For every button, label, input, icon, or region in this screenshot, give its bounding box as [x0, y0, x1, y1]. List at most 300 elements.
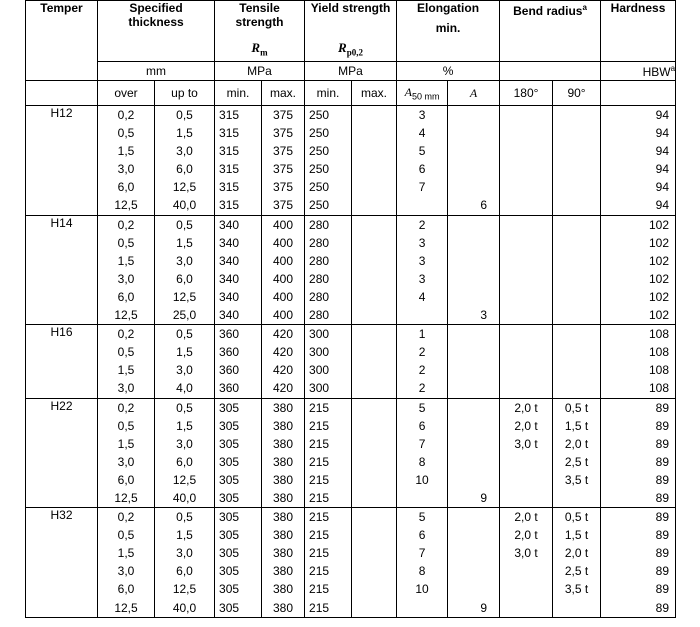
bend-90-value — [553, 124, 600, 142]
subheader-over: over — [98, 81, 155, 106]
elongation-a50-cell — [397, 508, 448, 618]
hardness-value: 89 — [655, 436, 670, 451]
bend-90-cell — [553, 106, 601, 216]
thickness-over-value: 1,5 — [117, 144, 135, 159]
thickness-over-value: 0,2 — [117, 400, 135, 415]
tensile-header-line2: strength — [235, 15, 284, 29]
elongation-a-value — [448, 580, 487, 598]
tensile-max-value: 380 — [273, 454, 294, 469]
tensile-max-value: 380 — [273, 400, 294, 415]
temper-header — [26, 1, 98, 81]
tensile-max-value: 375 — [273, 180, 294, 195]
yield-unit: MPa — [305, 62, 397, 81]
hardness-value: 94 — [655, 180, 670, 195]
elongation-a-value — [448, 562, 487, 580]
bend-180-value: 2,0 t — [514, 510, 538, 525]
yield-min-value: 215 — [309, 528, 330, 543]
hardness-value: 108 — [649, 381, 670, 396]
elongation-a50-value: 5 — [418, 510, 426, 525]
elongation-a-value — [448, 178, 487, 196]
yield-min-value: 300 — [309, 381, 330, 396]
table-row — [26, 325, 676, 398]
elongation-header-label: Elongation — [417, 1, 480, 15]
bend-180-value — [500, 234, 552, 252]
tensile-min-value: 305 — [219, 454, 240, 469]
tensile-max-value: 375 — [273, 108, 294, 122]
hardness-header — [601, 1, 676, 62]
tensile-max-value: 400 — [273, 253, 294, 268]
thickness-over-cell — [98, 508, 155, 618]
table-row — [26, 398, 676, 508]
yield-min-value: 215 — [309, 600, 330, 615]
thickness-header-line1: Specified — [129, 1, 183, 15]
elongation-a50-value: 3 — [418, 271, 426, 286]
thickness-over-value: 12,5 — [114, 490, 138, 505]
thickness-header-line2: thickness — [128, 15, 184, 29]
elongation-a50-value: 4 — [418, 289, 426, 304]
bend-90-value — [553, 325, 600, 343]
bend-90-cell — [553, 508, 601, 618]
thickness-over-value: 3,0 — [117, 454, 135, 469]
thickness-up-to-cell — [155, 398, 215, 508]
subheader-bend-180: 180° — [500, 81, 553, 106]
bend-180-value — [500, 216, 552, 234]
bend-180-value — [500, 471, 552, 489]
thickness-over-value: 1,5 — [117, 363, 135, 378]
thickness-over-value: 6,0 — [117, 472, 135, 487]
tensile-max-cell — [262, 398, 305, 508]
subheader-up-to: up to — [155, 81, 215, 106]
bend-180-value — [500, 325, 552, 343]
thickness-up-to-cell — [155, 106, 215, 216]
elongation-a50-value: 2 — [418, 217, 426, 232]
hardness-value: 89 — [655, 528, 670, 543]
tensile-min-value: 305 — [219, 418, 240, 433]
thickness-up-to-value: 1,5 — [176, 418, 193, 433]
subheader-a50-subscript: 50 mm — [411, 91, 440, 102]
hardness-value: 102 — [649, 235, 670, 250]
thickness-up-to-value: 6,0 — [176, 564, 193, 579]
elongation-a50-cell — [397, 325, 448, 398]
bend-90-value — [553, 379, 600, 397]
tensile-min-value: 360 — [219, 327, 240, 342]
tensile-min-value: 305 — [219, 400, 240, 415]
elongation-a50-value: 6 — [418, 418, 426, 433]
elongation-a50-value: 6 — [418, 162, 426, 177]
thickness-over-value: 12,5 — [114, 308, 138, 323]
tensile-max-value: 380 — [273, 472, 294, 487]
bend-180-value — [500, 160, 552, 178]
thickness-up-to-value: 3,0 — [176, 436, 193, 451]
bend-90-value: 3,5 t — [564, 582, 589, 597]
bend-180-value — [500, 142, 552, 160]
tensile-max-value: 400 — [273, 308, 294, 323]
elongation-a50-value: 8 — [418, 564, 426, 579]
hardness-value: 89 — [655, 418, 670, 433]
elongation-a-value — [448, 361, 487, 379]
yield-max-cell — [352, 215, 397, 325]
thickness-up-to-value: 3,0 — [176, 363, 193, 378]
tensile-max-value: 380 — [273, 436, 294, 451]
bend-90-value: 3,5 t — [564, 472, 589, 487]
bend-180-value — [500, 270, 552, 288]
tensile-min-value: 360 — [219, 345, 240, 360]
thickness-up-to-value: 0,5 — [176, 217, 193, 232]
elongation-min-label: min. — [435, 21, 461, 35]
tensile-max-value: 380 — [273, 528, 294, 543]
elongation-a50-value: 2 — [418, 363, 426, 378]
tensile-max-value: 375 — [273, 198, 294, 213]
bend-90-value — [553, 288, 600, 306]
hardness-value: 89 — [655, 400, 670, 415]
tensile-min-value: 340 — [219, 235, 240, 250]
yield-min-value: 250 — [309, 162, 330, 177]
tensile-min-value: 340 — [219, 253, 240, 268]
thickness-over-value: 12,5 — [114, 600, 138, 615]
thickness-over-value: 0,2 — [117, 510, 135, 525]
elongation-a-value — [448, 288, 487, 306]
elongation-a-value — [448, 325, 487, 343]
bend-180-value: 2,0 t — [514, 528, 538, 543]
bend-90-value — [553, 489, 600, 507]
bend-90-cell — [553, 215, 601, 325]
thickness-up-to-value: 25,0 — [172, 308, 197, 323]
table-row — [26, 215, 676, 325]
yield-header — [305, 1, 397, 62]
bend-180-cell — [500, 106, 553, 216]
yield-min-value: 300 — [309, 345, 330, 360]
tensile-max-value: 420 — [273, 327, 294, 342]
elongation-a-value — [448, 252, 487, 270]
yield-min-value: 215 — [309, 490, 330, 505]
yield-min-value: 280 — [309, 253, 330, 268]
yield-min-value: 215 — [309, 436, 330, 451]
elongation-a-value — [448, 435, 487, 453]
thickness-up-to-value: 3,0 — [176, 546, 193, 561]
elongation-a-value — [448, 270, 487, 288]
bend-90-value — [553, 160, 600, 178]
thickness-up-to-value: 0,5 — [176, 327, 193, 342]
tensile-min-cell — [215, 325, 262, 398]
hardness-cell — [601, 215, 676, 325]
hardness-value: 102 — [649, 271, 670, 286]
bend-90-cell — [553, 398, 601, 508]
elongation-a-value — [448, 544, 487, 562]
bend-180-value: 2,0 t — [514, 418, 538, 433]
yield-min-value: 215 — [309, 472, 330, 487]
thickness-up-to-value: 0,5 — [176, 400, 193, 415]
tensile-min-value: 315 — [219, 180, 240, 195]
thickness-up-to-value: 40,0 — [172, 600, 197, 615]
thickness-up-to-value: 12,5 — [172, 472, 197, 487]
thickness-up-to-value: 3,0 — [176, 144, 193, 159]
thickness-up-to-value: 1,5 — [176, 126, 193, 141]
elongation-a50-value: 7 — [418, 546, 426, 561]
elongation-a-value — [448, 160, 487, 178]
hardness-value: 89 — [655, 510, 670, 525]
bend-180-value — [500, 306, 552, 324]
thickness-up-to-value: 6,0 — [176, 454, 193, 469]
thickness-over-cell — [98, 325, 155, 398]
tensile-min-value: 305 — [219, 436, 240, 451]
thickness-over-value: 6,0 — [117, 180, 135, 195]
tensile-max-value: 400 — [273, 235, 294, 250]
tensile-min-value: 305 — [219, 510, 240, 525]
yield-min-value: 250 — [309, 144, 330, 159]
tensile-max-value: 400 — [273, 289, 294, 304]
yield-min-value: 215 — [309, 564, 330, 579]
thickness-over-value: 3,0 — [117, 564, 135, 579]
hardness-cell — [601, 508, 676, 618]
elongation-a50-cell — [397, 215, 448, 325]
yield-min-value: 280 — [309, 289, 330, 304]
subheader-hardness-empty — [601, 81, 676, 106]
elongation-a-value — [448, 124, 487, 142]
tensile-max-value: 375 — [273, 162, 294, 177]
thickness-up-to-value: 3,0 — [176, 253, 193, 268]
bend-90-value — [553, 343, 600, 361]
yield-min-value: 280 — [309, 308, 330, 323]
thickness-over-value: 0,2 — [117, 327, 135, 342]
bend-180-cell — [500, 508, 553, 618]
tensile-max-value: 420 — [273, 363, 294, 378]
thickness-up-to-value: 6,0 — [176, 162, 193, 177]
thickness-over-value: 0,5 — [117, 126, 135, 141]
elongation-a50-value — [397, 599, 447, 617]
thickness-up-to-value: 6,0 — [176, 271, 193, 286]
thickness-over-value: 3,0 — [117, 271, 135, 286]
yield-max-cell — [352, 508, 397, 618]
yield-min-cell — [305, 398, 352, 508]
thickness-over-value: 0,2 — [117, 108, 135, 122]
elongation-a50-value: 6 — [418, 528, 426, 543]
bend-90-value — [553, 270, 600, 288]
hardness-value: 102 — [649, 253, 670, 268]
tensile-header-line1: Tensile — [239, 1, 280, 15]
elongation-a50-value — [397, 306, 447, 324]
thickness-up-to-value: 1,5 — [176, 345, 193, 360]
temper-name: H22 — [26, 398, 98, 508]
bend-180-value — [500, 361, 552, 379]
bend-90-value — [553, 252, 600, 270]
thickness-up-to-value: 12,5 — [172, 582, 197, 597]
bend-180-cell — [500, 215, 553, 325]
bend-90-value — [553, 234, 600, 252]
thickness-over-value: 6,0 — [117, 582, 135, 597]
tensile-min-value: 305 — [219, 546, 240, 561]
elongation-a-value: 6 — [480, 198, 488, 213]
bend-90-cell — [553, 325, 601, 398]
elongation-a-value — [448, 379, 487, 397]
tensile-min-value: 340 — [219, 217, 240, 232]
tensile-max-value: 380 — [273, 564, 294, 579]
tensile-header — [215, 1, 305, 62]
elongation-a-value — [448, 234, 487, 252]
bend-90-value — [553, 361, 600, 379]
hardness-value: 89 — [655, 454, 670, 469]
hardness-unit-text: HBW — [642, 64, 671, 79]
elongation-a50-value: 3 — [418, 108, 426, 122]
tensile-max-value: 375 — [273, 126, 294, 141]
tensile-min-cell — [215, 508, 262, 618]
elongation-a50-cell — [397, 398, 448, 508]
bend-unit-empty — [500, 62, 601, 81]
hardness-cell — [601, 325, 676, 398]
yield-symbol — [305, 41, 396, 60]
subheader-a50 — [397, 81, 448, 106]
bend-header-label — [500, 1, 600, 18]
thickness-up-to-value: 40,0 — [172, 490, 197, 505]
tensile-min-value: 305 — [219, 564, 240, 579]
bend-180-value — [500, 252, 552, 270]
subheader-a: A — [448, 81, 500, 106]
table-row — [26, 106, 676, 216]
elongation-a-value — [448, 106, 487, 124]
elongation-a-value — [448, 453, 487, 471]
hardness-value: 108 — [649, 327, 670, 342]
bend-180-cell — [500, 325, 553, 398]
temper-name: H16 — [26, 325, 98, 398]
temper-name: H32 — [26, 508, 98, 618]
bend-90-value — [553, 178, 600, 196]
bend-90-value: 0,5 t — [564, 400, 589, 415]
tensile-min-cell — [215, 215, 262, 325]
tensile-max-value: 380 — [273, 418, 294, 433]
mechanical-properties-table — [25, 0, 676, 618]
yield-header-label: Yield strength — [310, 1, 391, 15]
elongation-a-value — [448, 471, 487, 489]
tensile-min-value: 305 — [219, 528, 240, 543]
elongation-a-cell — [448, 106, 500, 216]
tensile-min-value: 315 — [219, 198, 240, 213]
thickness-up-to-cell — [155, 508, 215, 618]
thickness-up-to-cell — [155, 325, 215, 398]
tensile-min-value: 315 — [219, 162, 240, 177]
elongation-a50-cell — [397, 106, 448, 216]
tensile-max-value: 380 — [273, 582, 294, 597]
subheader-a50-letter: A — [404, 84, 412, 99]
yield-min-value: 280 — [309, 217, 330, 232]
temper-name: H14 — [26, 215, 98, 325]
thickness-up-to-value: 1,5 — [176, 528, 193, 543]
tensile-min-value: 340 — [219, 289, 240, 304]
hardness-value: 102 — [649, 217, 670, 232]
yield-min-value: 215 — [309, 454, 330, 469]
elongation-a-value — [448, 142, 487, 160]
elongation-a50-value — [397, 196, 447, 214]
thickness-up-to-value: 12,5 — [172, 180, 197, 195]
yield-max-cell — [352, 325, 397, 398]
thickness-over-cell — [98, 398, 155, 508]
elongation-header — [397, 1, 500, 62]
subheader-ys-min: min. — [305, 81, 352, 106]
tensile-max-value: 420 — [273, 345, 294, 360]
elongation-a-value — [448, 417, 487, 435]
table-row — [26, 508, 676, 618]
thickness-over-value: 6,0 — [117, 289, 135, 304]
elongation-a-cell — [448, 398, 500, 508]
hardness-unit-footnote: a — [670, 63, 676, 73]
subheader-ts-min: min. — [215, 81, 262, 106]
yield-min-value: 250 — [309, 198, 330, 213]
thickness-over-value: 1,5 — [117, 253, 135, 268]
thickness-up-to-value: 0,5 — [176, 108, 193, 122]
hardness-value: 108 — [649, 363, 670, 378]
elongation-a50-value: 7 — [418, 180, 426, 195]
tensile-max-cell — [262, 215, 305, 325]
bend-180-value — [500, 178, 552, 196]
elongation-a50-value: 10 — [415, 582, 429, 597]
temper-header-label: Temper — [40, 1, 83, 15]
subheader-ts-max: max. — [262, 81, 305, 106]
yield-min-value: 250 — [309, 180, 330, 195]
elongation-a50-value: 3 — [418, 253, 426, 268]
hardness-value: 89 — [655, 546, 670, 561]
yield-min-cell — [305, 215, 352, 325]
yield-min-value: 280 — [309, 235, 330, 250]
elongation-unit: % — [397, 62, 500, 81]
hardness-value: 94 — [655, 162, 670, 177]
yield-min-cell — [305, 106, 352, 216]
yield-min-value: 215 — [309, 418, 330, 433]
thickness-header — [98, 1, 215, 62]
yield-max-cell — [352, 398, 397, 508]
bend-header — [500, 1, 601, 62]
elongation-a50-value: 3 — [418, 235, 426, 250]
thickness-over-value: 3,0 — [117, 381, 135, 396]
thickness-up-to-value: 40,0 — [172, 198, 197, 213]
tensile-min-value: 315 — [219, 126, 240, 141]
elongation-a-value — [448, 508, 487, 526]
elongation-a50-value: 1 — [418, 327, 426, 342]
elongation-a-value: 9 — [480, 490, 488, 505]
elongation-a-cell — [448, 508, 500, 618]
tensile-min-cell — [215, 106, 262, 216]
yield-min-value: 250 — [309, 108, 330, 122]
bend-90-value: 2,0 t — [564, 436, 589, 451]
yield-min-cell — [305, 325, 352, 398]
yield-min-value: 215 — [309, 510, 330, 525]
elongation-a50-value: 8 — [418, 454, 426, 469]
bend-180-value — [500, 599, 552, 617]
hardness-header-label: Hardness — [610, 1, 666, 15]
elongation-a-cell — [448, 325, 500, 398]
bend-180-value: 2,0 t — [514, 400, 538, 415]
hardness-value: 94 — [655, 126, 670, 141]
yield-min-value: 300 — [309, 327, 330, 342]
elongation-a50-value — [397, 489, 447, 507]
bend-90-value: 2,0 t — [564, 546, 589, 561]
tensile-min-value: 305 — [219, 472, 240, 487]
bend-90-value — [553, 142, 600, 160]
yield-symbol-subscript: p0,2 — [346, 47, 363, 58]
elongation-a-value — [448, 526, 487, 544]
elongation-a50-value: 2 — [418, 345, 426, 360]
hardness-value: 89 — [655, 582, 670, 597]
bend-90-value — [553, 216, 600, 234]
yield-max-cell — [352, 106, 397, 216]
bend-180-value — [500, 106, 552, 124]
bend-180-value — [500, 562, 552, 580]
bend-180-value — [500, 288, 552, 306]
tensile-max-value: 400 — [273, 271, 294, 286]
thickness-over-value: 1,5 — [117, 546, 135, 561]
yield-min-value: 215 — [309, 582, 330, 597]
elongation-a50-value: 4 — [418, 126, 426, 141]
thickness-over-value: 0,5 — [117, 345, 135, 360]
thickness-over-value: 3,0 — [117, 162, 135, 177]
yield-min-value: 250 — [309, 126, 330, 141]
